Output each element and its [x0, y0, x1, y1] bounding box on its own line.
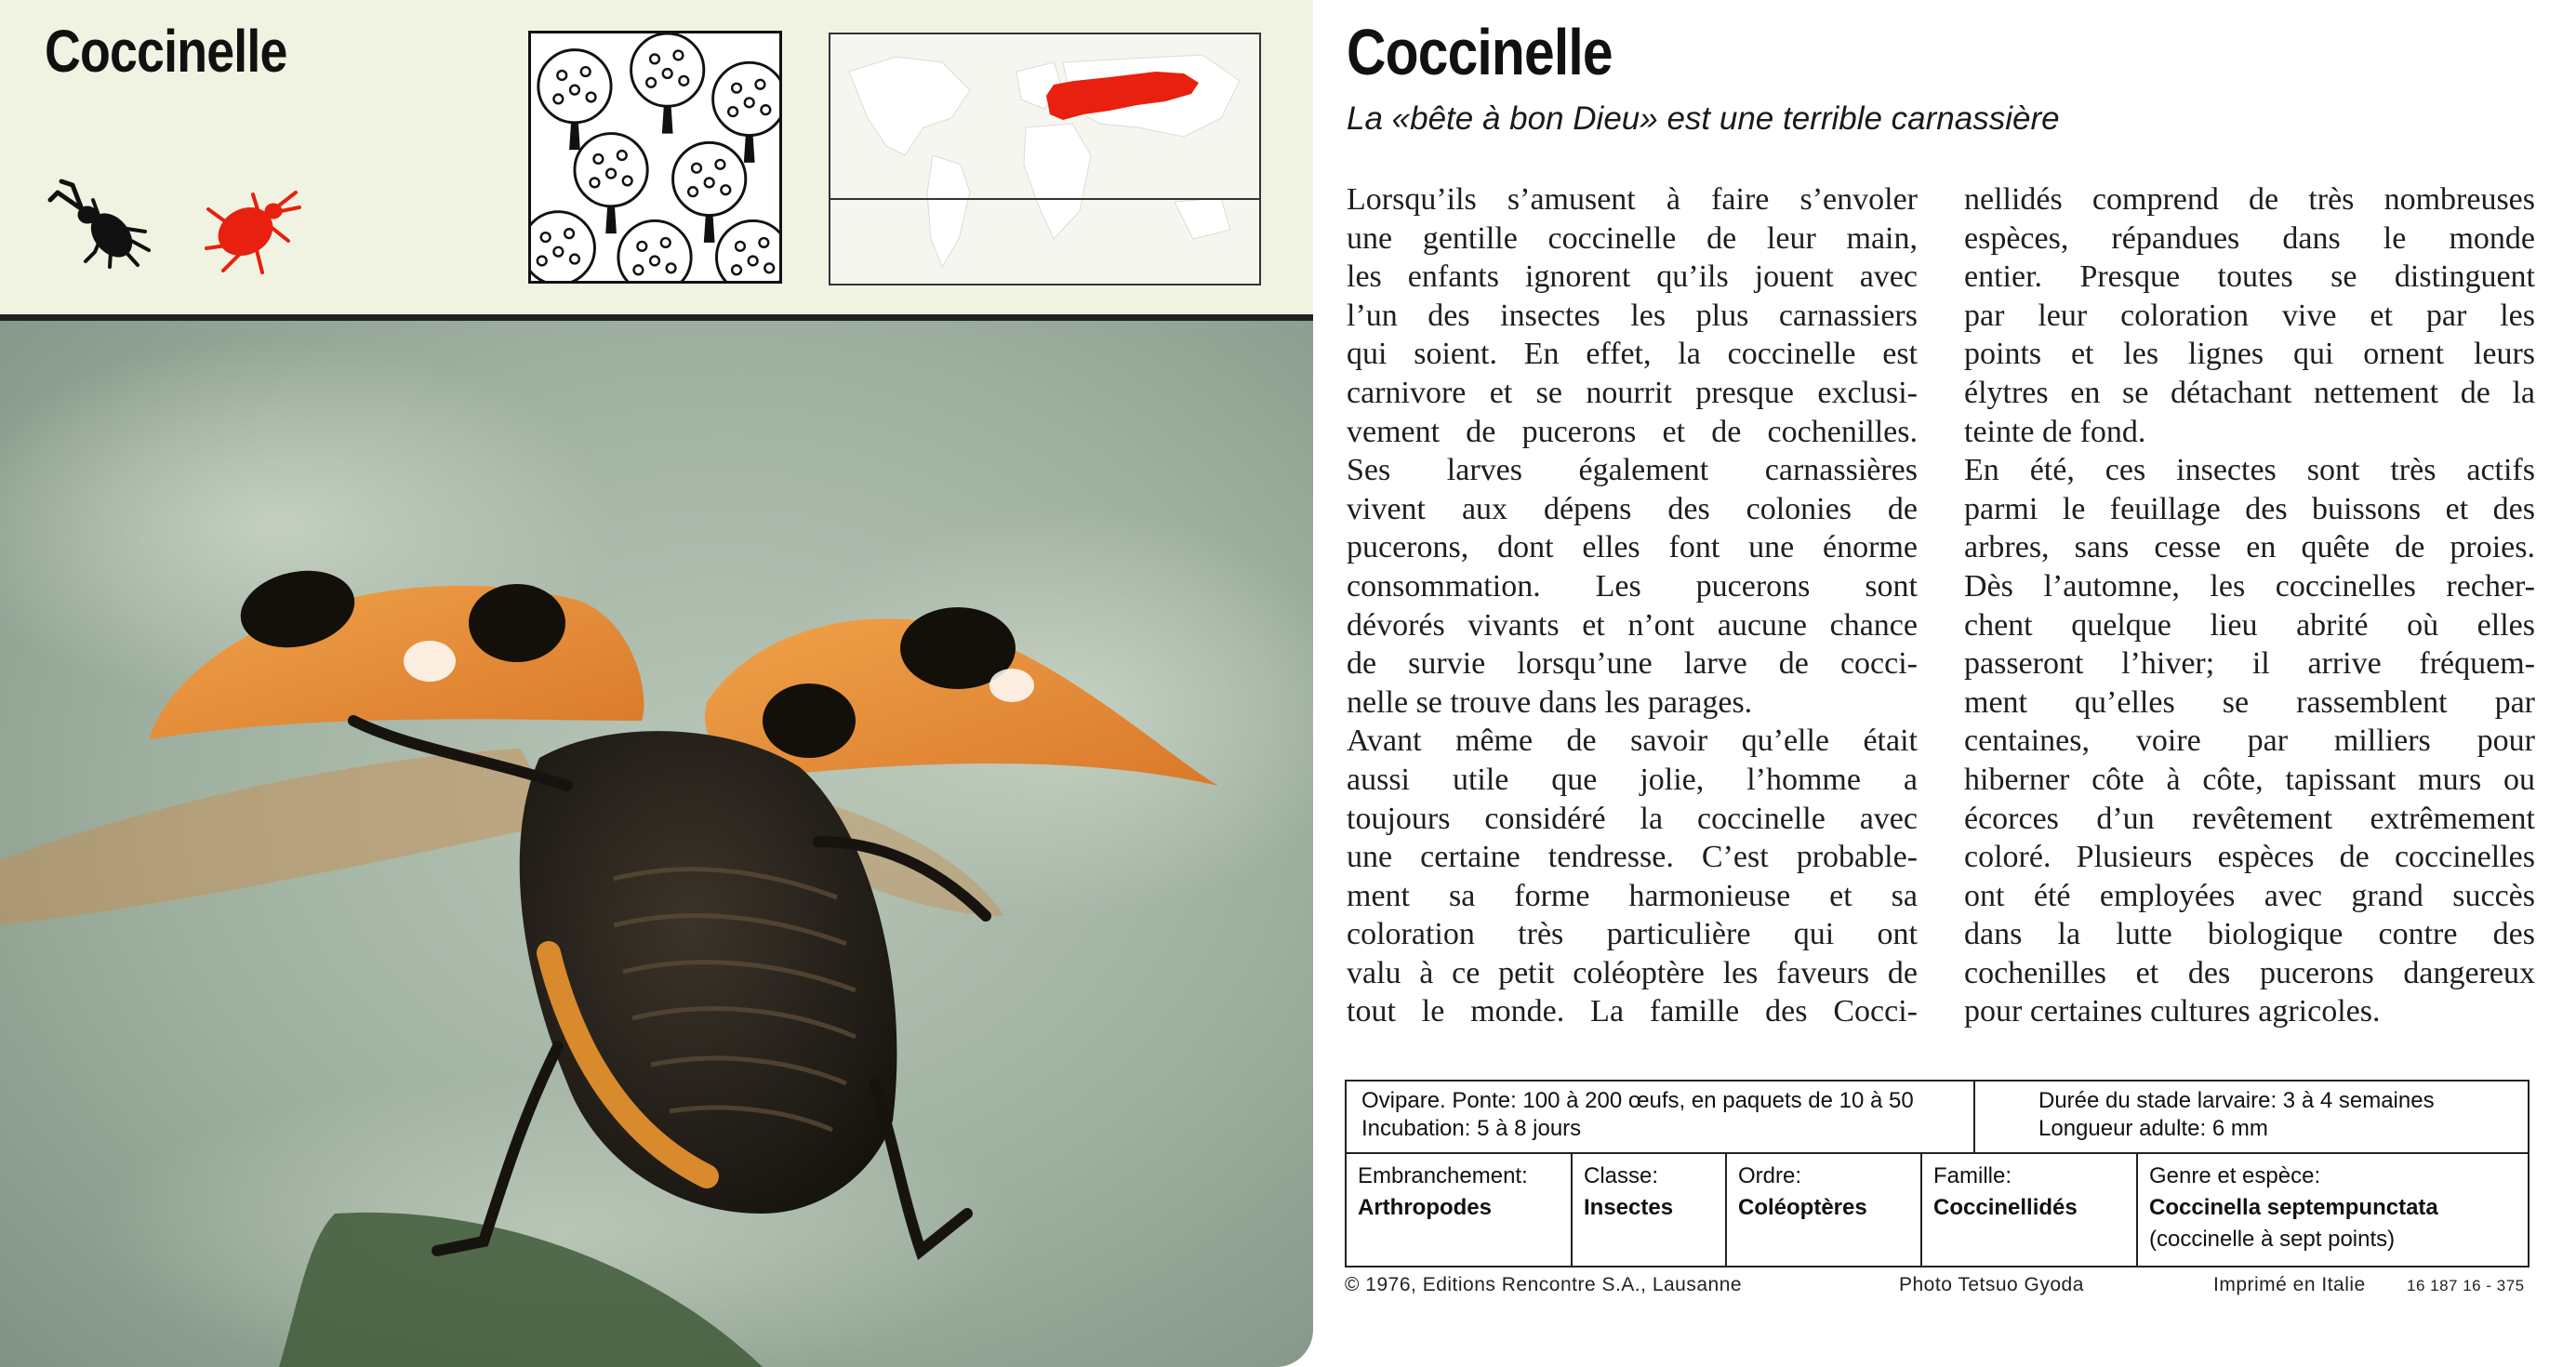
- facts-table: [1345, 1080, 2530, 1267]
- reproduction-cell: [1347, 1082, 1975, 1152]
- text-line: vement de pucerons et de cochenilles.: [1347, 414, 1918, 449]
- distribution-map: [829, 33, 1261, 285]
- text-line: dévorés vivants et n’ont aucune chance: [1347, 607, 1918, 643]
- species-value: Coccinella septempunctata: [2149, 1195, 2438, 1220]
- species-label: Genre et espèce:: [2149, 1163, 2321, 1188]
- text-line: hiberner côte à côte, tapissant murs ou: [1964, 762, 2535, 797]
- text-line: qui soient. En effet, la coccinelle est: [1347, 337, 1918, 372]
- text-line: En été, ces insectes sont très actifs: [1964, 453, 2535, 488]
- text-line: dans la lutte biologique contre des: [1964, 917, 2535, 952]
- text-line: Lorsqu’ils s’amusent à faire s’envoler: [1347, 182, 1918, 217]
- card-code: 16 187 16 - 375: [2407, 1277, 2525, 1294]
- text-line: tout le monde. La famille des Cocci-: [1347, 994, 1918, 1029]
- world-map-graphic: [830, 34, 1259, 284]
- adult-length-text: Longueur adulte: 6 mm: [2038, 1116, 2268, 1141]
- text-line: Dès l’automne, les coccinelles recher-: [1964, 568, 2535, 604]
- ladybug-red-icon: [195, 174, 305, 278]
- stag-beetle-icon: [45, 172, 154, 276]
- phylum-label: Embranchement:: [1358, 1163, 1528, 1188]
- text-line: nellidés comprend de très nombreuses: [1964, 182, 2535, 217]
- text-line: centaines, voire par milliers pour: [1964, 723, 2535, 759]
- facts-row-classification: [1347, 1154, 2528, 1266]
- family-value: Coccinellidés: [1933, 1195, 2078, 1220]
- ladybug-photo: [0, 321, 1313, 1367]
- species-common-name: (coccinelle à sept points): [2149, 1227, 2396, 1252]
- reproduction-text: Ovipare. Ponte: 100 à 200 œufs, en paquets de 10 à 50: [1361, 1088, 1914, 1113]
- text-line: points et les lignes qui ornent leurs: [1964, 337, 2535, 372]
- incubation-text: Incubation: 5 à 8 jours: [1361, 1116, 1582, 1141]
- larval-cell: [1975, 1082, 2528, 1152]
- text-line: arbres, sans cesse en quête de proies.: [1964, 530, 2535, 565]
- left-title: Coccinelle: [45, 18, 287, 85]
- text-line: une gentille coccinelle de leur main,: [1347, 220, 1918, 256]
- text-line: pour certaines cultures agricoles.: [1964, 994, 2381, 1029]
- header-rule: [0, 314, 1313, 321]
- order-label: Ordre:: [1738, 1163, 1802, 1188]
- text-line: carnivore et se nourrit presque exclusi-: [1347, 375, 1918, 410]
- text-line: écorces d’un revêtement extrêmement: [1964, 801, 2535, 836]
- class-value: Insectes: [1584, 1195, 1674, 1220]
- family-label: Famille:: [1933, 1163, 2012, 1188]
- text-line: coloration très particulière qui ont: [1347, 917, 1918, 952]
- text-line: pucerons, dont elles font une énorme: [1347, 530, 1918, 565]
- larval-duration-text: Durée du stade larvaire: 3 à 4 semaines: [2038, 1088, 2435, 1113]
- text-line: élytres en se détachant nettement de la: [1964, 375, 2535, 410]
- facts-row-biology: [1347, 1082, 2528, 1154]
- text-line: Ses larves également carnassières: [1347, 453, 1918, 488]
- text-line: espèces, répandues dans le monde: [1964, 220, 2535, 256]
- text-line: toujours considéré la coccinelle avec: [1347, 801, 1918, 836]
- text-line: coloré. Plusieurs espèces de coccinelles: [1964, 840, 2535, 875]
- text-line: par leur coloration vive et par les: [1964, 298, 2535, 333]
- phylum-value: Arthropodes: [1358, 1195, 1492, 1220]
- order-cell: [1727, 1154, 1922, 1266]
- text-line: cochenilles et des pucerons dangereux: [1964, 955, 2535, 990]
- right-card: [1313, 0, 2576, 1367]
- text-line: consommation. Les pucerons sont: [1347, 568, 1918, 604]
- article-subtitle: La «bête à bon Dieu» est une terrible carnassière: [1347, 100, 2060, 137]
- text-line: de survie lorsqu’une larve de cocci-: [1347, 646, 1918, 682]
- text-line: les enfants ignorent qu’ils jouent avec: [1347, 259, 1918, 295]
- order-value: Coléoptères: [1738, 1195, 1867, 1220]
- text-line: aussi utile que jolie, l’homme a: [1347, 762, 1918, 797]
- forest-habitat-icon: [528, 31, 782, 284]
- phylum-cell: [1347, 1154, 1573, 1266]
- family-cell: [1922, 1154, 2138, 1266]
- printed-in: Imprimé en Italie: [2213, 1274, 2366, 1295]
- species-cell: [2138, 1154, 2528, 1266]
- text-line: teinte de fond.: [1964, 414, 2146, 449]
- class-cell: [1573, 1154, 1727, 1266]
- text-line: ment qu’elles se rassemblent par: [1964, 684, 2535, 720]
- text-line: ont été employées avec grand succès: [1964, 878, 2535, 913]
- text-line: ment sa forme harmonieuse et sa: [1347, 878, 1918, 913]
- text-line: chent quelque lieu abrité où elles: [1964, 607, 2535, 643]
- text-line: Avant même de savoir qu’elle était: [1347, 723, 1918, 759]
- text-line: vivent aux dépens des colonies de: [1347, 491, 1918, 526]
- text-line: une certaine tendresse. C’est probable-: [1347, 840, 1918, 875]
- text-column-1: [1347, 180, 1918, 1031]
- text-line: nelle se trouve dans les parages.: [1347, 684, 1753, 720]
- text-column-2: [1964, 180, 2535, 1031]
- text-line: valu à ce petit coléoptère les faveurs de: [1347, 955, 1918, 990]
- text-line: l’un des insectes les plus carnassiers: [1347, 298, 1918, 333]
- map-divider: [830, 198, 1259, 200]
- text-line: passeront l’hiver; il arrive fréquem-: [1964, 646, 2535, 682]
- copyright-text: © 1976, Editions Rencontre S.A., Lausanne: [1345, 1274, 1743, 1295]
- photo-credit: Photo Tetsuo Gyoda: [1899, 1274, 2084, 1295]
- class-label: Classe:: [1584, 1163, 1659, 1188]
- text-line: entier. Presque toutes se distinguent: [1964, 259, 2535, 295]
- text-line: parmi le feuillage des buissons et des: [1964, 491, 2535, 526]
- article-title: Coccinelle: [1347, 16, 1613, 88]
